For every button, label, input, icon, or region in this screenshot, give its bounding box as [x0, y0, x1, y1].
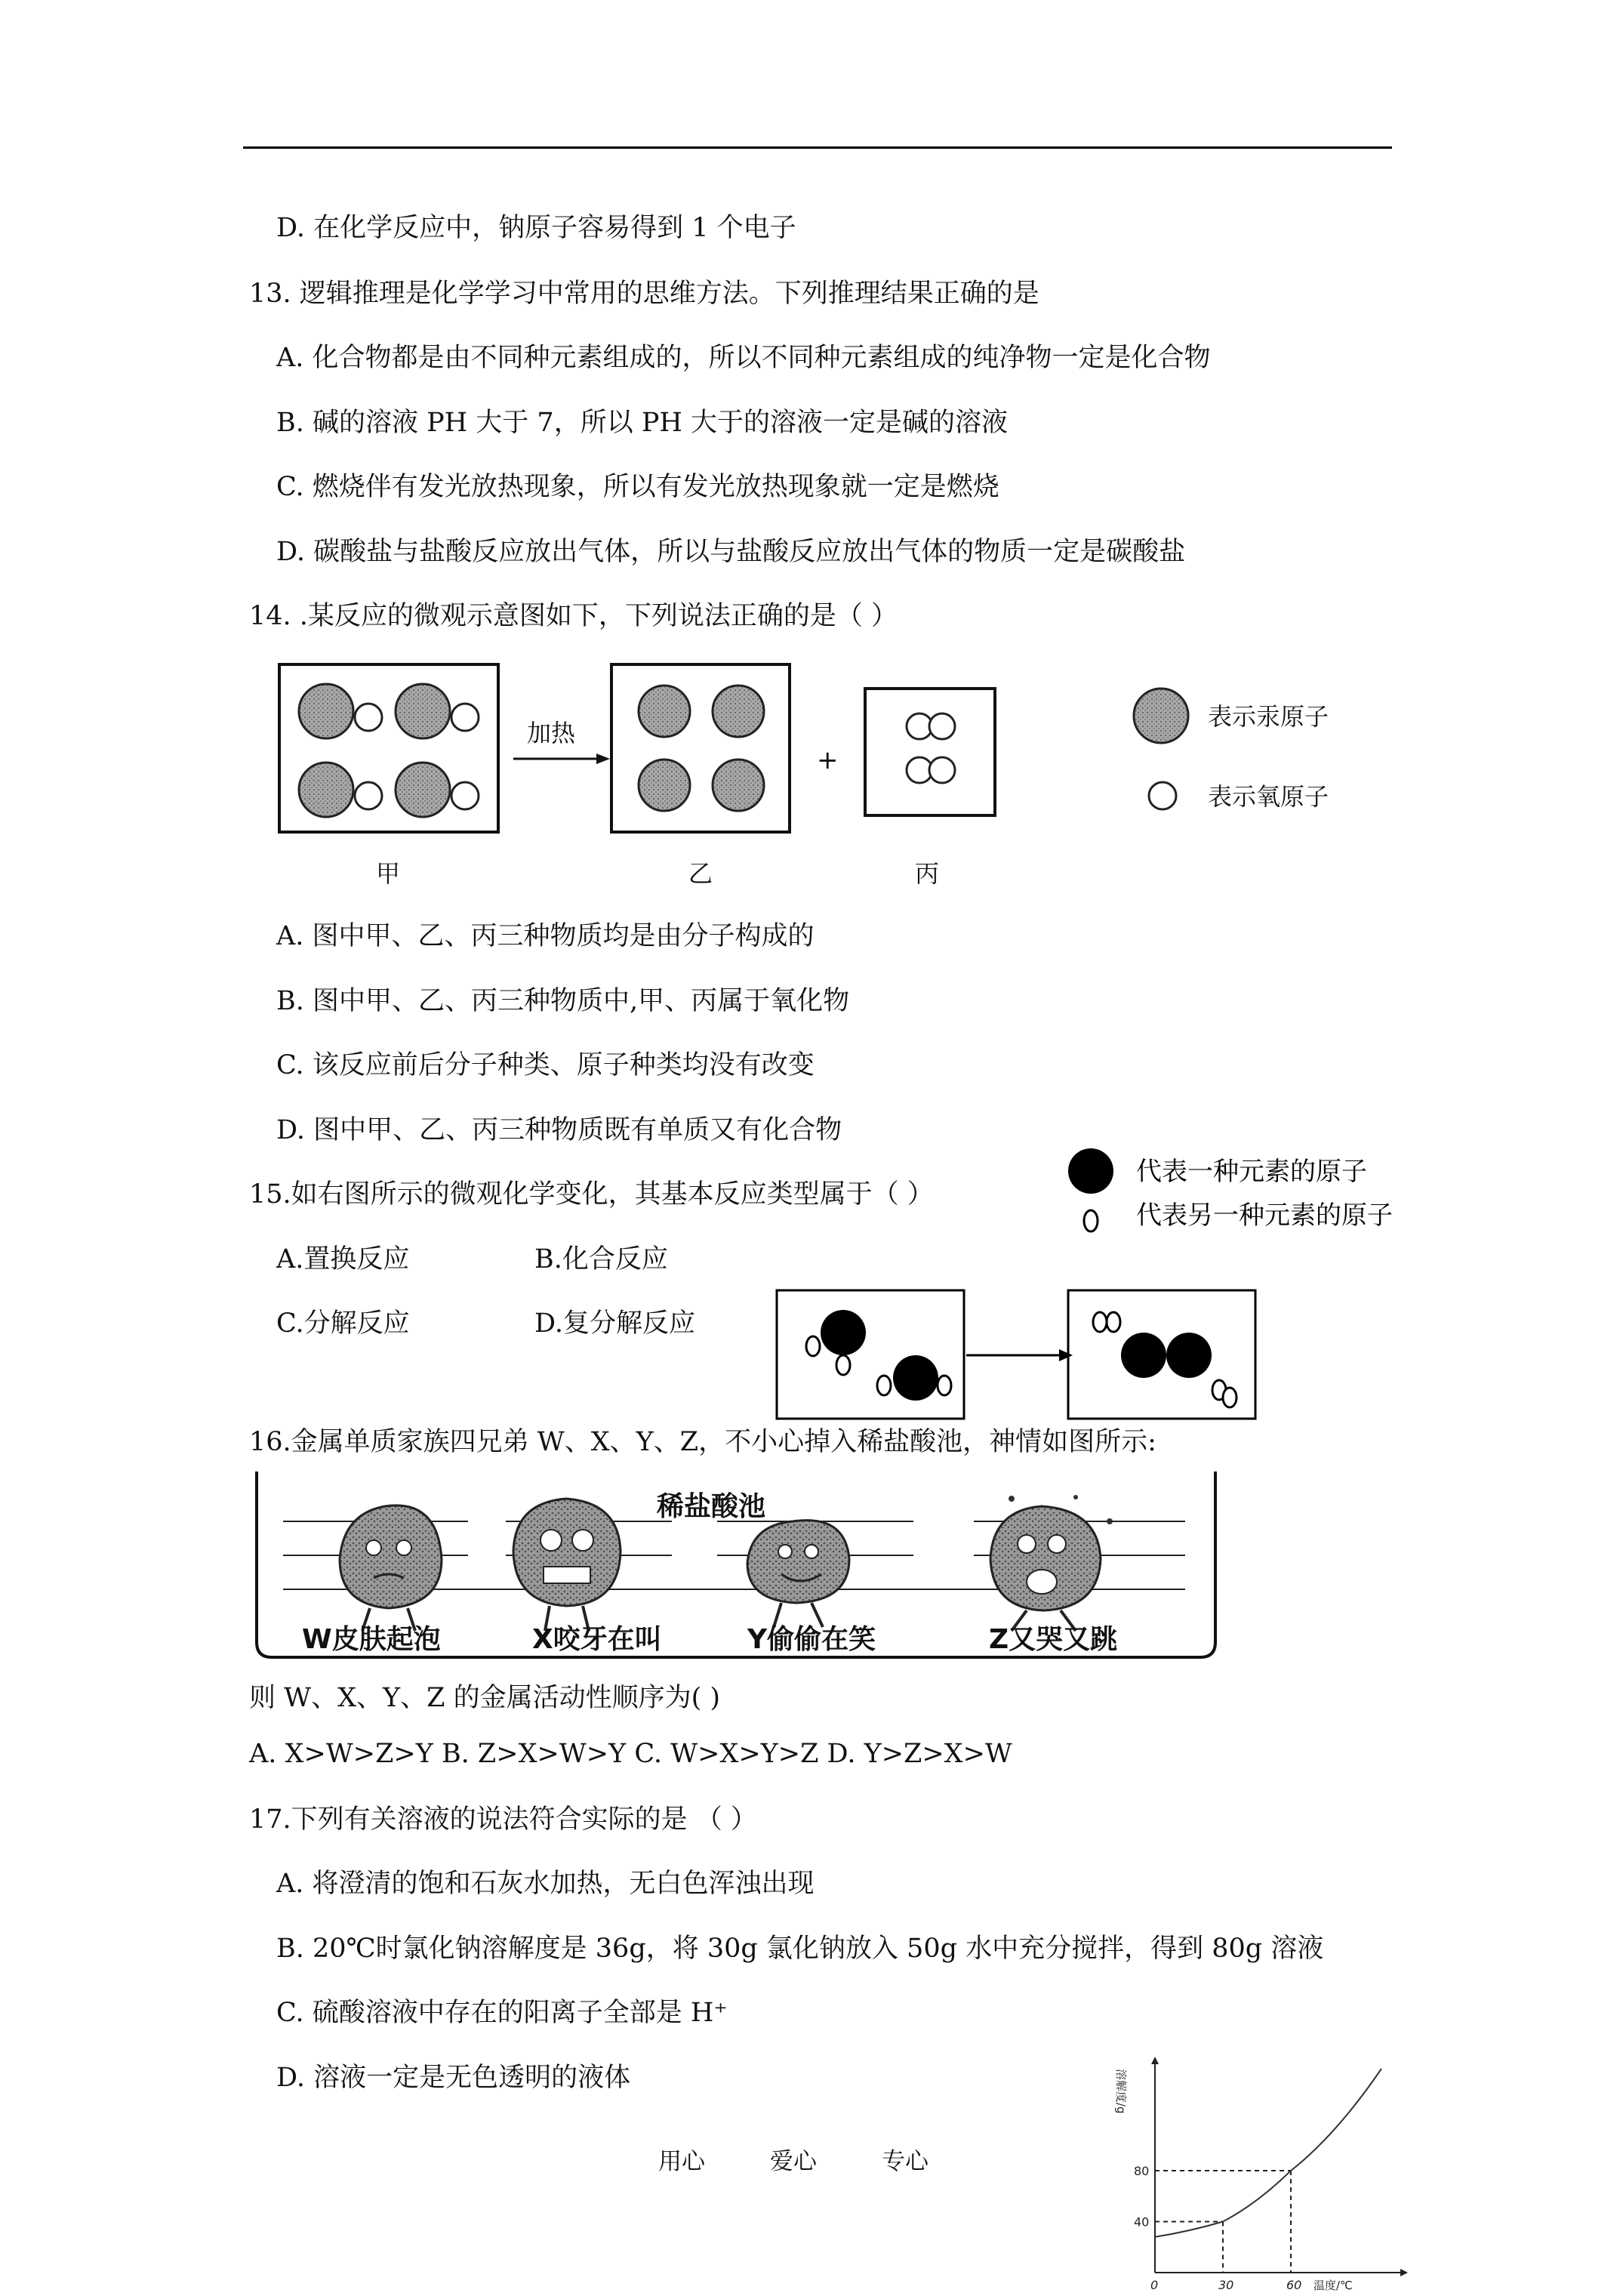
pool-label: 稀盐酸池	[657, 1491, 766, 1522]
caption-x: X咬牙在叫	[532, 1624, 662, 1655]
q14-option-b: B. 图中甲、乙、丙三种物质中,甲、丙属于氧化物	[276, 986, 850, 1016]
solubility-curve	[1155, 2069, 1381, 2237]
q13-option-c: C. 燃烧伴有发光放热现象，所以有发光放热现象就一定是燃烧	[276, 472, 999, 502]
o-atom	[929, 713, 955, 739]
caption-w: W皮肤起泡	[302, 1624, 441, 1655]
q17-option-d: D. 溶液一定是无色透明的液体	[276, 2063, 631, 2093]
metal-y-character	[747, 1521, 849, 1627]
y-tick-label: 80	[1134, 2164, 1150, 2178]
hg-atom	[713, 760, 764, 811]
q13-stem: 13. 逻辑推理是化学学习中常用的思维方法。下列推理结果正确的是	[249, 279, 1039, 309]
label-bing: 丙	[915, 859, 940, 888]
metal-w-character	[340, 1505, 442, 1631]
q16-options: A. X>W>Z>Y B. Z>X>W>Y C. W>X>Y>Z D. Y>Z>X>W	[249, 1739, 1012, 1769]
white-atom-icon	[1084, 1210, 1098, 1231]
footer-aixin: 爱心	[770, 2148, 817, 2175]
y-axis-label: 溶解度/g	[1114, 2069, 1128, 2114]
q14-reaction-diagram	[272, 657, 1404, 898]
arrow-label: 加热	[527, 719, 576, 747]
box-yi	[611, 664, 790, 832]
q15-option-a: A.置换反应	[276, 1244, 410, 1274]
footer-zhuanxin: 专心	[882, 2148, 929, 2175]
caption-y: Y偷偷在笑	[747, 1624, 876, 1655]
q16-question: 则 W、X、Y、Z 的金属活动性顺序为( )	[249, 1683, 721, 1713]
q17-option-c: C. 硫酸溶液中存在的阳离子全部是 H⁺	[276, 1998, 728, 2028]
legend-o-label: 表示氧原子	[1208, 782, 1329, 811]
hg-atom	[713, 686, 764, 737]
x-tick-label: 30	[1218, 2278, 1234, 2292]
q15-option-b: B.化合反应	[534, 1244, 668, 1274]
caption-z: Z又哭又跳	[989, 1624, 1118, 1655]
q17-option-b: B. 20℃时氯化钠溶解度是 36g，将 30g 氯化钠放入 50g 水中充分搅拌，得到 80g 溶液	[276, 1934, 1324, 1964]
legend-hg-label: 表示汞原子	[1208, 702, 1329, 731]
q13-option-a: A. 化合物都是由不同种元素组成的，所以不同种元素组成的纯净物一定是化合物	[276, 343, 1211, 373]
o-atom	[355, 704, 382, 731]
o-atom	[451, 704, 479, 731]
y-axis-arrow	[1151, 2057, 1159, 2064]
label-yi: 乙	[688, 859, 713, 888]
hg-atom	[299, 684, 353, 738]
hg-atom	[639, 686, 690, 737]
q15-stem: 15.如右图所示的微观化学变化，其基本反应类型属于（ ）	[249, 1179, 934, 1210]
x-tick-label: 60	[1286, 2278, 1302, 2292]
q13-option-b: B. 碱的溶液 PH 大于 7，所以 PH 大于的溶液一定是碱的溶液	[276, 408, 1009, 438]
o-atom	[355, 782, 382, 809]
x-axis-label: 温度/℃	[1313, 2279, 1353, 2292]
solubility-chart	[1110, 2054, 1427, 2295]
legend-white-label: 代表另一种元素的原子	[1136, 1200, 1393, 1231]
q16-stem: 16.金属单质家族四兄弟 W、X、Y、Z，不小心掉入稀盐酸池，神情如图所示:	[249, 1427, 1156, 1457]
legend-hg-icon	[1134, 689, 1188, 743]
o-atom	[929, 757, 955, 783]
q13-option-d: D. 碳酸盐与盐酸反应放出气体，所以与盐酸反应放出气体的物质一定是碳酸盐	[276, 537, 1186, 567]
plus-sign: +	[817, 745, 839, 775]
hg-atom	[396, 684, 450, 738]
legend-o-icon	[1149, 782, 1176, 809]
hg-atom	[299, 763, 353, 817]
q15-option-d: D.复分解反应	[534, 1308, 695, 1339]
q15-reaction-diagram	[774, 1287, 1257, 1423]
x-tick-label: 0	[1150, 2278, 1159, 2292]
q14-option-a: A. 图中甲、乙、丙三种物质均是由分子构成的	[276, 921, 815, 951]
legend-black-label: 代表一种元素的原子	[1136, 1157, 1367, 1187]
label-jia: 甲	[376, 859, 401, 888]
metal-z-character	[990, 1495, 1113, 1631]
q14-stem: 14. .某反应的微观示意图如下，下列说法正确的是（ ）	[249, 601, 898, 631]
q17-option-a: A. 将澄清的饱和石灰水加热，无白色浑浊出现	[276, 1869, 815, 1899]
black-atom-icon	[1068, 1148, 1113, 1194]
q14-option-d: D. 图中甲、乙、丙三种物质既有单质又有化合物	[276, 1115, 842, 1145]
q12-option-d: D. 在化学反应中，钠原子容易得到 1 个电子	[276, 213, 796, 243]
header-rule	[243, 146, 1392, 149]
q14-option-c: C. 该反应前后分子种类、原子种类均没有改变	[276, 1050, 815, 1080]
box-bing	[865, 689, 995, 815]
q15-legend	[1057, 1136, 1464, 1250]
q17-stem: 17.下列有关溶液的说法符合实际的是 （ ）	[249, 1804, 757, 1835]
o-atom	[451, 782, 479, 809]
x-axis-arrow	[1400, 2269, 1408, 2276]
footer-yongxin: 用心	[658, 2148, 705, 2175]
y-tick-label: 40	[1134, 2214, 1150, 2230]
q16-acid-pool-picture	[249, 1469, 1223, 1665]
metal-x-character	[513, 1499, 621, 1631]
q15-option-c: C.分解反应	[276, 1308, 410, 1339]
hg-atom	[396, 763, 450, 817]
hg-atom	[639, 760, 690, 811]
